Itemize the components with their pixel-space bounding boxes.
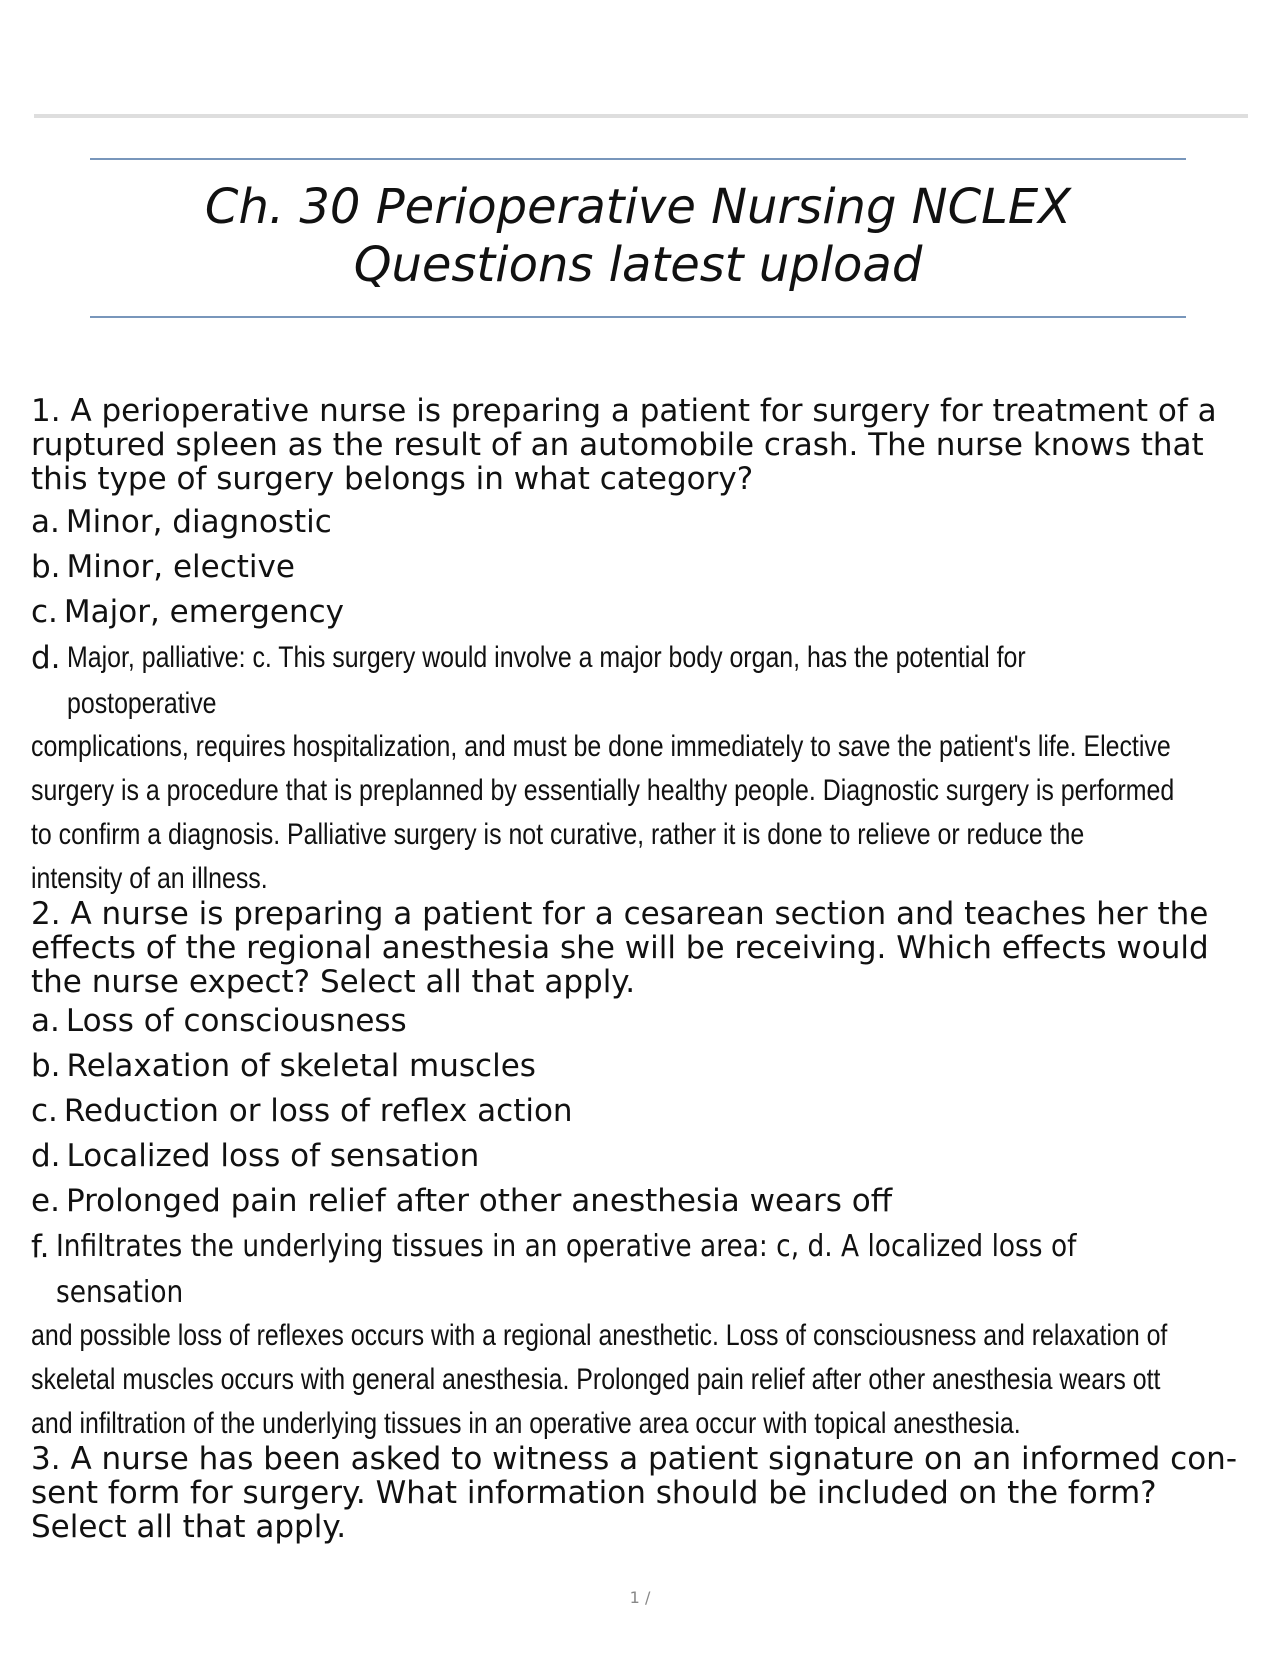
option-text: Prolonged pain relief after other anesthesia wears off — [65, 1183, 893, 1219]
option-letter: e. — [31, 1183, 60, 1219]
title-line-2: Questions latest upload — [353, 237, 923, 293]
title-line-1: Ch. 30 Perioperative Nursing NCLEX — [204, 179, 1072, 235]
option-text: Major, emergency — [63, 594, 345, 630]
title-rule-top — [90, 158, 1186, 160]
option-d — [31, 635, 1253, 727]
option-letter: a. — [31, 504, 60, 540]
question-text: A perioperative nurse is preparing a patient for surgery for treatment of a ruptured spleen as the result of an automobile crash. The nurse knows that this type of surgery belongs in what category? — [31, 393, 1217, 497]
option-d — [31, 1134, 1253, 1179]
page-number: 1 / — [629, 1588, 651, 1607]
option-text: Localized loss of sensation — [66, 1138, 480, 1174]
option-letter: f. — [31, 1229, 50, 1265]
option-letter: b. — [31, 549, 61, 585]
rationale-2: and possible loss of reflexes occurs with a regional anesthetic. Loss of consciousness and relaxation of skeletal muscles occurs with general anesthesia. Prolonged pain relief after other anesthesia wears ott and infiltration of the underlying tissues in an operative area occur with topical anesthesia. — [31, 1319, 1168, 1440]
document-body — [31, 394, 1253, 1544]
option-text: Relaxation of skeletal muscles — [66, 1048, 536, 1084]
option-a — [31, 999, 1253, 1044]
option-text: Minor, elective — [66, 549, 295, 585]
option-text: Reduction or loss of reflex action — [63, 1093, 573, 1129]
option-text: Major, palliative: c. This surgery would involve a major body organ, has the potential for postoperative — [66, 641, 1026, 720]
question-1 — [31, 394, 1253, 496]
question-number: 1. — [31, 393, 61, 429]
option-letter: d. — [31, 1138, 61, 1174]
document-title — [90, 178, 1186, 294]
question-number: 2. — [31, 896, 61, 932]
question-number: 3. — [31, 1441, 61, 1477]
option-b — [31, 545, 1253, 590]
answer-options-1 — [31, 500, 1253, 727]
title-rule-bottom — [90, 316, 1186, 318]
question-text: A nurse is preparing a patient for a cesarean section and teaches her the effects of the regional anesthesia she will be receiving. Which effects would the nurse expect? Select all that apply. — [31, 896, 1209, 1000]
question-3 — [31, 1442, 1253, 1544]
option-f — [31, 1224, 1253, 1316]
option-letter: a. — [31, 1003, 60, 1039]
option-c — [31, 590, 1253, 635]
option-b — [31, 1044, 1253, 1089]
option-text: Loss of consciousness — [65, 1003, 407, 1039]
option-letter: b. — [31, 1048, 61, 1084]
question-text: A nurse has been asked to witness a patient signature on an informed con- sent form for surgery. What information should be included on the form? Select all that apply. — [31, 1441, 1238, 1545]
option-text: Minor, diagnostic — [65, 504, 332, 540]
option-a — [31, 500, 1253, 545]
question-2 — [31, 897, 1253, 999]
answer-options-2 — [31, 999, 1253, 1316]
rationale-1: complications, requires hospitalization, and must be done immediately to save the patient's life. Elective surgery is a procedure that is preplanned by essentially healthy people. Diagnostic surgery is performed to confirm a diagnosis. Palliative surgery is not curative, rather it is done to relieve or reduce the intensity of an illness. — [31, 730, 1175, 895]
option-letter: d. — [31, 640, 61, 676]
option-c — [31, 1089, 1253, 1134]
option-e — [31, 1179, 1253, 1224]
option-letter: c. — [31, 594, 58, 630]
option-letter: c. — [31, 1093, 58, 1129]
option-text: Infiltrates the underlying tissues in an operative area: c, d. A localized loss of sensation — [55, 1229, 1076, 1310]
top-divider — [34, 114, 1248, 118]
